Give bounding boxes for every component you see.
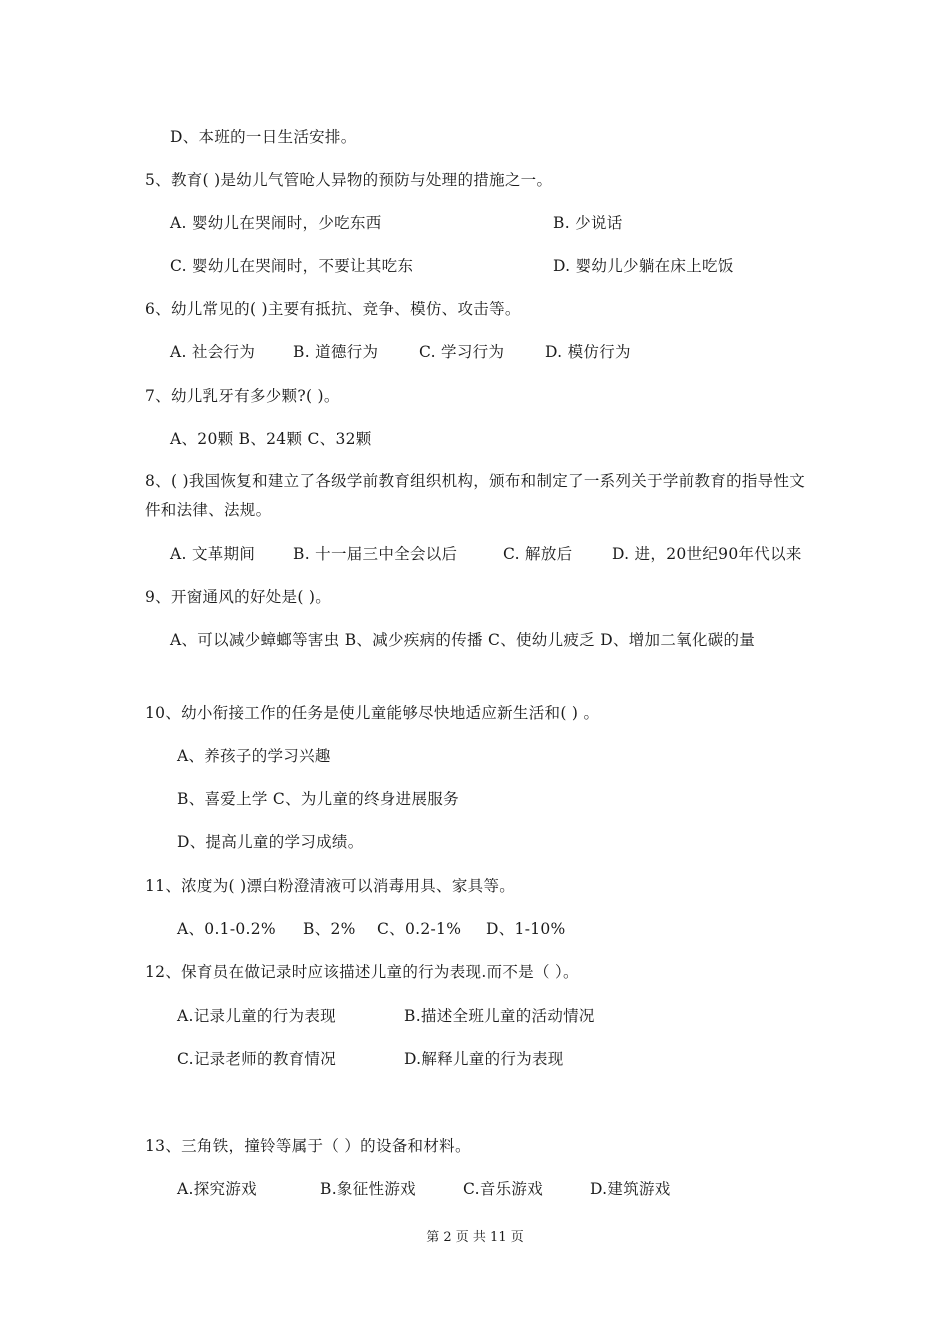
q5-option-b: B. 少说话: [553, 214, 623, 232]
q8-option-d: D. 进，20世纪90年代以来: [612, 545, 802, 563]
q6-stem: 6、幼儿常见的( )主要有抵抗、竞争、模仿、攻击等。: [145, 300, 521, 318]
q13-option-c: C.音乐游戏: [463, 1180, 544, 1198]
q7-stem: 7、幼儿乳牙有多少颗?( )。: [145, 387, 340, 405]
q12-option-b: B.描述全班儿童的活动情况: [404, 1007, 595, 1025]
q8-option-c: C. 解放后: [503, 545, 573, 563]
q12-option-c: C.记录老师的教育情况: [177, 1050, 337, 1068]
q4-option-d: D、本班的一日生活安排。: [170, 128, 357, 146]
q5-stem: 5、教育( )是幼儿气管呛人异物的预防与处理的措施之一。: [145, 171, 553, 189]
q13-option-d: D.建筑游戏: [590, 1180, 671, 1198]
q5-option-d: D. 婴幼儿少躺在床上吃饭: [553, 257, 734, 275]
q10-option-bc: B、喜爱上学 C、为儿童的终身进展服务: [177, 790, 459, 808]
q12-option-a: A.记录儿童的行为表现: [177, 1007, 336, 1025]
q11-option-d: D、1-10%: [486, 920, 566, 938]
q8-option-a: A. 文革期间: [170, 545, 256, 563]
q7-options: A、20颗 B、24颗 C、32颗: [170, 430, 372, 448]
q5-option-a: A. 婴幼儿在哭闹时，少吃东西: [170, 214, 382, 232]
q6-option-a: A. 社会行为: [170, 343, 256, 361]
q9-options: A、可以减少蟑螂等害虫 B、减少疾病的传播 C、使幼儿疲乏 D、增加二氧化碳的量: [170, 631, 756, 649]
q11-option-c: C、0.2-1%: [377, 920, 462, 938]
q6-option-d: D. 模仿行为: [545, 343, 631, 361]
q12-option-d: D.解释儿童的行为表现: [404, 1050, 564, 1068]
q8-stem: 8、( )我国恢复和建立了各级学前教育组织机构，颁布和制定了一系列关于学前教育的指导性文件和法律、法规。: [145, 472, 806, 519]
q6-option-b: B. 道德行为: [293, 343, 379, 361]
q11-stem: 11、浓度为( )漂白粉澄清液可以消毒用具、家具等。: [145, 877, 516, 895]
q6-option-c: C. 学习行为: [419, 343, 505, 361]
q11-option-a: A、0.1-0.2%: [177, 920, 276, 938]
q10-option-a: A、养孩子的学习兴趣: [177, 747, 331, 765]
q10-stem: 10、幼小衔接工作的任务是使儿童能够尽快地适应新生活和( ) 。: [145, 704, 600, 722]
q9-stem: 9、开窗通风的好处是( )。: [145, 588, 332, 606]
q13-option-a: A.探究游戏: [177, 1180, 257, 1198]
page-number-footer: 第 2 页 共 11 页: [426, 1230, 524, 1245]
q11-option-b: B、2%: [303, 920, 356, 938]
q13-option-b: B.象征性游戏: [320, 1180, 416, 1198]
q5-option-c: C. 婴幼儿在哭闹时，不要让其吃东: [170, 257, 414, 275]
q8-option-b: B. 十一届三中全会以后: [293, 545, 458, 563]
q10-option-d: D、提高儿童的学习成绩。: [177, 833, 364, 851]
q12-stem: 12、保育员在做记录时应该描述儿童的行为表现.而不是（ ）。: [145, 963, 579, 981]
q13-stem: 13、三角铁，撞铃等属于（ ）的设备和材料。: [145, 1137, 471, 1155]
